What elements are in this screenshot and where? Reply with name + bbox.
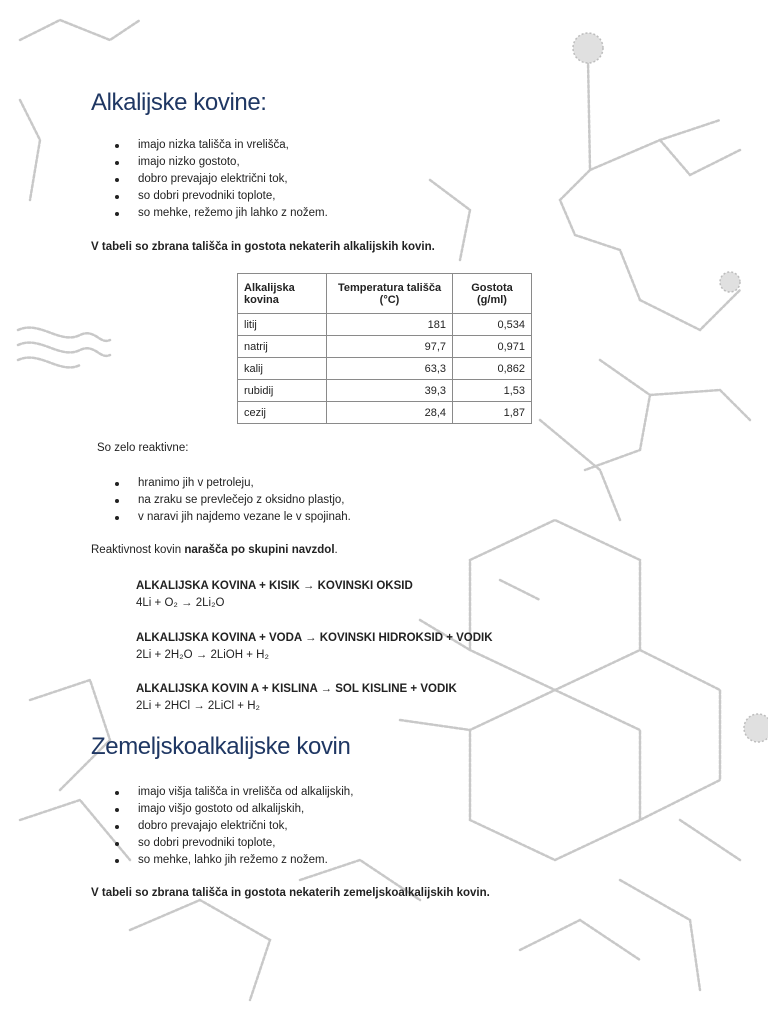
table-intro-text: V tabeli so zbrana tališča in gostota nekaterih zemeljskoalkalijskih kovin.: [91, 887, 490, 899]
list-item: dobro prevajajo električni tok,: [113, 171, 328, 188]
table-row: [238, 402, 532, 424]
equation-title: ALKALIJSKA KOVIN A + KISLINA → SOL KISLINE + VODIK: [136, 683, 457, 695]
table-row: [238, 380, 532, 402]
equation-formula: 4Li + O₂ → 2Li₂O: [136, 597, 225, 609]
table-cell: 0,534: [453, 314, 532, 336]
table-cell: 97,7: [327, 336, 453, 358]
table-cell: cezij: [238, 402, 327, 424]
table-cell: rubidij: [238, 380, 327, 402]
table-row: [238, 358, 532, 380]
table-row: [238, 314, 532, 336]
table-cell: 1,87: [453, 402, 532, 424]
equation-formula: 2Li + 2HCl → 2LiCl + H₂: [136, 700, 260, 712]
table-intro-text: V tabeli so zbrana tališča in gostota nekaterih alkalijskih kovin.: [91, 241, 435, 253]
list-item: na zraku se prevlečejo z oksidno plastjo,: [113, 492, 351, 509]
section-heading-alkaline-earth-metals: Zemeljskoalkalijske kovin: [91, 733, 351, 760]
list-item: imajo višjo gostoto od alkalijskih,: [113, 801, 353, 818]
list-item: so dobri prevodniki toplote,: [113, 835, 353, 852]
equation-title: ALKALIJSKA KOVINA + KISIK → KOVINSKI OKSID: [136, 580, 413, 592]
list-item: dobro prevajajo električni tok,: [113, 818, 353, 835]
table-header-cell: Gostota (g/ml): [453, 274, 532, 314]
list-item: so mehke, lahko jih režemo z nožem.: [113, 852, 353, 869]
table-cell: 181: [327, 314, 453, 336]
table-cell: 39,3: [327, 380, 453, 402]
list-item: v naravi jih najdemo vezane le v spojinah.: [113, 509, 351, 526]
alkali-properties-list: [113, 137, 328, 222]
equation-formula: 2Li + 2H₂O → 2LiOH + H₂: [136, 649, 269, 661]
reactivity-list: [113, 475, 351, 526]
reactivity-text-end: .: [334, 544, 338, 556]
table-cell: natrij: [238, 336, 327, 358]
reactivity-text-normal: Reaktivnost kovin: [91, 544, 185, 556]
table-cell: 0,862: [453, 358, 532, 380]
table-cell: 0,971: [453, 336, 532, 358]
list-item: so mehke, režemo jih lahko z nožem.: [113, 205, 328, 222]
table-header-cell: Temperatura tališča (°C): [327, 274, 453, 314]
equation-title: ALKALIJSKA KOVINA + VODA → KOVINSKI HIDROKSID + VODIK: [136, 632, 493, 644]
list-item: imajo nizka tališča in vrelišča,: [113, 137, 328, 154]
table-cell: litij: [238, 314, 327, 336]
table-cell: 63,3: [327, 358, 453, 380]
table-header-cell: Alkalijska kovina: [238, 274, 327, 314]
table-cell: 1,53: [453, 380, 532, 402]
table-cell: 28,4: [327, 402, 453, 424]
list-item: imajo nizko gostoto,: [113, 154, 328, 171]
table-header-row: [238, 274, 532, 314]
section-heading-alkali-metals: Alkalijske kovine:: [91, 89, 267, 116]
list-item: imajo višja tališča in vrelišča od alkalijskih,: [113, 784, 353, 801]
reactivity-trend-text: [91, 544, 338, 556]
list-item: hranimo jih v petroleju,: [113, 475, 351, 492]
reactive-label: So zelo reaktivne:: [97, 442, 189, 454]
list-item: so dobri prevodniki toplote,: [113, 188, 328, 205]
alkali-metals-table: [237, 273, 532, 424]
table-row: [238, 336, 532, 358]
table-cell: kalij: [238, 358, 327, 380]
alkaline-earth-properties-list: [113, 784, 353, 869]
reactivity-text-bold: narašča po skupini navzdol: [184, 544, 335, 556]
